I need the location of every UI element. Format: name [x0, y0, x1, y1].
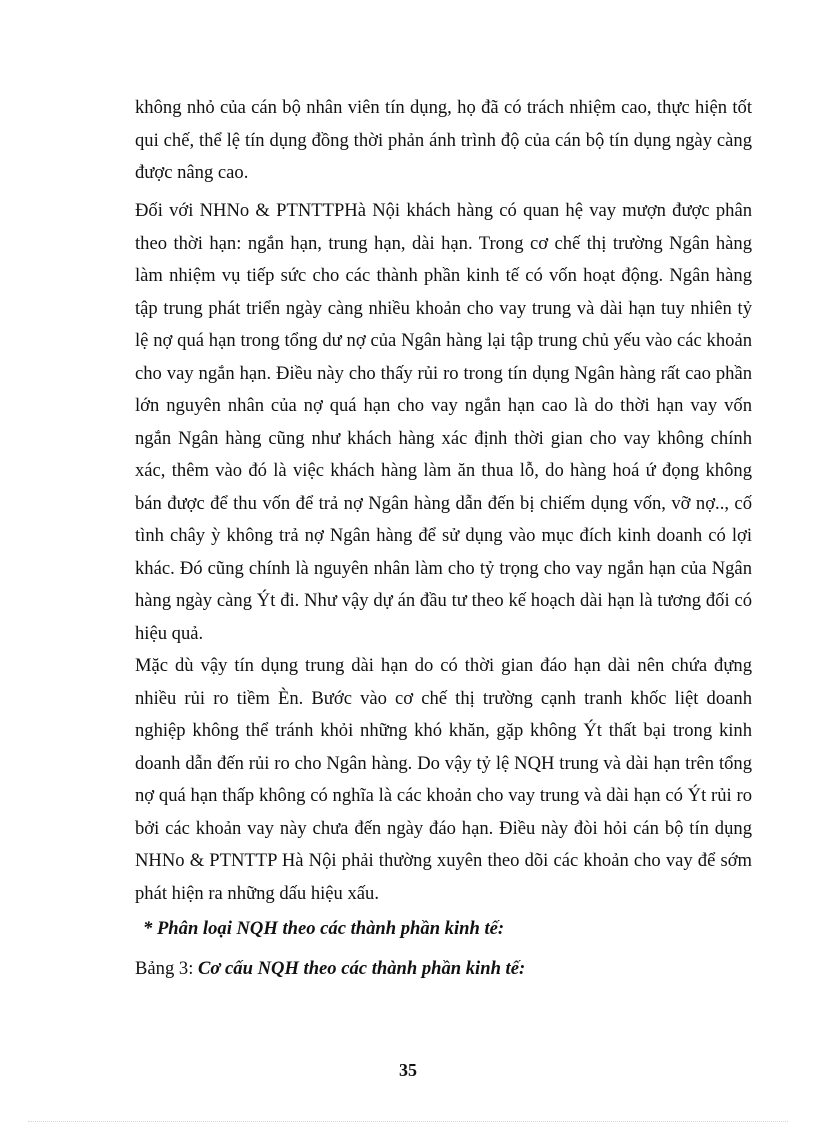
- paragraph-1: không nhỏ của cán bộ nhân viên tín dụng, họ đã có trách nhiệm cao, thực hiện tốt qui chế, thể lệ tín dụng đồng thời phản ánh trình độ của cán bộ tín dụng ngày càng được nâng cao.: [135, 97, 752, 183]
- table-caption-prefix: Bảng 3:: [135, 958, 199, 979]
- paragraph-3: Mặc dù vậy tín dụng trung dài hạn do có thời gian đáo hạn dài nên chứa đựng nhiều rủi ro tiềm Èn. Bước vào cơ chế thị trường cạnh tranh khốc liệt doanh nghiệp không thể tránh khỏi những khó khăn, gặp không Ýt thất bại trong kinh doanh dẫn đến rủi ro cho Ngân hàng. Do vậy tỷ lệ NQH trung và dài hạn trên tổng nợ quá hạn thấp không có nghĩa là các khoản cho vay trung và dài hạn có Ýt rủi ro bởi các khoản vay này chưa đến ngày đáo hạn. Điều này đòi hỏi cán bộ tín dụng NHNo & PTNTTP Hà Nội phải thường xuyên theo dõi các khoản cho vay để sớm phát hiện ra những dấu hiệu xấu.: [135, 655, 752, 904]
- page-number: 35: [399, 1060, 417, 1080]
- section-heading: * Phân loại NQH theo các thành phần kinh tế:: [143, 918, 505, 939]
- table-caption: [135, 953, 525, 986]
- paragraph-2: Đối với NHNo & PTNTTPHà Nội khách hàng có quan hệ vay mượn được phân theo thời hạn: ngắn hạn, trung hạn, dài hạn. Trong cơ chế thị trường Ngân hàng làm nhiệm vụ tiếp sức cho các thành phần kinh tế có vốn hoạt động. Ngân hàng tập trung phát triển ngày càng nhiều khoản cho vay trung và dài hạn tuy nhiên tỷ lệ nợ quá hạn trong tổng dư nợ của Ngân hàng lại tập trung chủ yếu vào các khoản cho vay ngắn hạn. Điều này cho thấy rủi ro trong tín dụng Ngân hàng rất cao phần lớn nguyên nhân của nợ quá hạn cho vay ngắn hạn cao là do thời hạn vay vốn ngắn Ngân hàng cũng như khách hàng xác định thời gian cho vay không chính xác, thêm vào đó là việc khách hàng làm ăn thua lỗ, do hàng hoá ứ đọng không bán được để thu vốn để trả nợ Ngân hàng dẫn đến bị chiếm dụng vốn, vỡ nợ.., cố tình chây ỳ không trả nợ Ngân hàng để sử dụng vào mục đích kinh doanh có lợi khác. Đó cũng chính là nguyên nhân làm cho tỷ trọng cho vay ngắn hạn của Ngân hàng ngày càng Ýt đi. Như vậy dự án đầu tư theo kế hoạch dài hạn là tương đối có hiệu quả.: [135, 200, 752, 644]
- page-bottom-divider: [28, 1121, 788, 1122]
- table-caption-title: Cơ cấu NQH theo các thành phần kinh tế:: [198, 958, 526, 979]
